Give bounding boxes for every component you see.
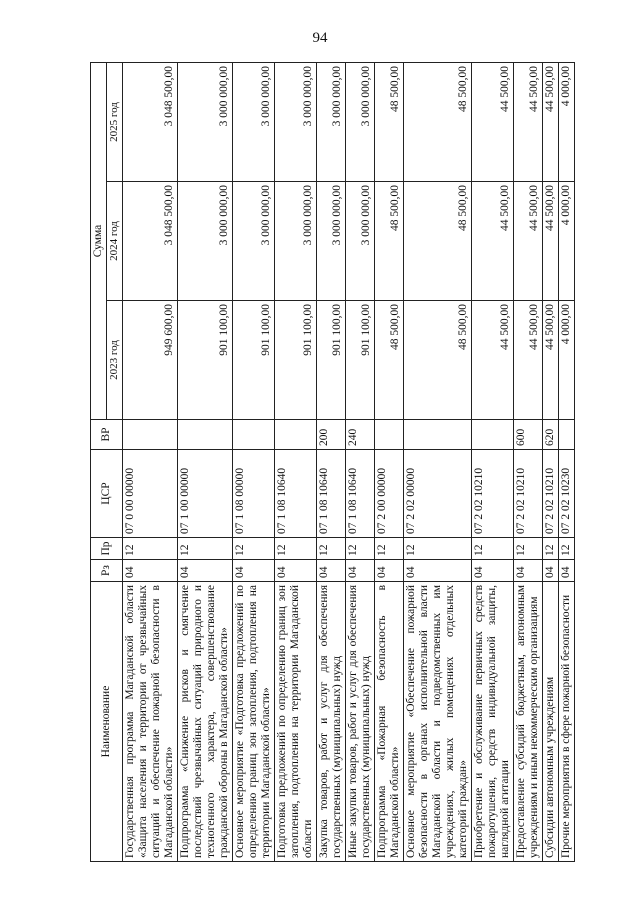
row-csr: 07 2 02 00000 — [404, 450, 472, 538]
row-2023: 901 100,00 — [275, 301, 317, 420]
row-vr: 240 — [346, 420, 375, 450]
row-rz: 04 — [123, 560, 178, 582]
row-2023: 4 000,00 — [559, 301, 575, 420]
row-csr: 07 2 02 10210 — [514, 450, 543, 538]
table-row — [514, 62, 543, 861]
row-vr — [559, 420, 575, 450]
row-2025: 48 500,00 — [375, 62, 404, 181]
row-csr: 07 0 00 00000 — [123, 450, 178, 538]
row-2024: 4 000,00 — [559, 182, 575, 301]
header-csr: ЦСР — [91, 450, 123, 538]
row-vr — [275, 420, 317, 450]
header-2024: 2024 год — [107, 182, 123, 301]
row-2025: 44 500,00 — [543, 62, 559, 181]
row-name: Субсидии автономным учреждениям — [543, 582, 559, 862]
row-2024: 44 500,00 — [514, 182, 543, 301]
row-vr — [123, 420, 178, 450]
row-2023: 44 500,00 — [514, 301, 543, 420]
row-2024: 48 500,00 — [404, 182, 472, 301]
row-2024: 3 000 000,00 — [346, 182, 375, 301]
row-csr: 07 1 00 00000 — [178, 450, 233, 538]
row-pr: 12 — [178, 538, 233, 560]
row-2024: 48 500,00 — [375, 182, 404, 301]
row-pr: 12 — [514, 538, 543, 560]
row-name: Приобретение и обслуживание первичных средств пожаротушения, средств индивидуальной защиты, наглядной агитации — [472, 582, 514, 862]
row-2024: 44 500,00 — [543, 182, 559, 301]
table-row — [559, 62, 575, 861]
row-rz: 04 — [559, 560, 575, 582]
table-row — [472, 62, 514, 861]
row-2023: 901 100,00 — [178, 301, 233, 420]
row-2023: 44 500,00 — [472, 301, 514, 420]
table-row — [404, 62, 472, 861]
row-pr: 12 — [346, 538, 375, 560]
row-vr — [233, 420, 275, 450]
row-rz: 04 — [346, 560, 375, 582]
header-vr: ВР — [91, 420, 123, 450]
row-2023: 901 100,00 — [317, 301, 346, 420]
row-csr: 07 2 02 10210 — [543, 450, 559, 538]
budget-table — [90, 62, 575, 862]
table-row — [375, 62, 404, 861]
page-number: 94 — [312, 30, 328, 46]
row-2023: 949 600,00 — [123, 301, 178, 420]
row-2025: 3 048 500,00 — [123, 62, 178, 181]
header-rz: Рз — [91, 560, 123, 582]
table-row — [543, 62, 559, 861]
row-name: Подготовка предложений по определению границ зон затопления, подтопления на территории Магаданской области — [275, 582, 317, 862]
row-csr: 07 2 02 10230 — [559, 450, 575, 538]
row-name: Иные закупки товаров, работ и услуг для обеспечения государственных (муниципальных) нужд — [346, 582, 375, 862]
row-name: Основное мероприятие «Подготовка предложений по определению границ зон затопления, подтопления на территории Магаданской области» — [233, 582, 275, 862]
row-name: Закупка товаров, работ и услуг для обеспечения государственных (муниципальных) нужд — [317, 582, 346, 862]
row-csr: 07 1 08 10640 — [317, 450, 346, 538]
table-row — [123, 62, 178, 861]
row-pr: 12 — [275, 538, 317, 560]
header-2025: 2025 год — [107, 62, 123, 181]
row-2025: 3 000 000,00 — [346, 62, 375, 181]
row-pr: 12 — [559, 538, 575, 560]
table-row — [317, 62, 346, 861]
table-row — [275, 62, 317, 861]
row-2023: 901 100,00 — [233, 301, 275, 420]
row-pr: 12 — [404, 538, 472, 560]
row-rz: 04 — [375, 560, 404, 582]
table-row — [346, 62, 375, 861]
row-csr: 07 1 08 10640 — [346, 450, 375, 538]
row-rz: 04 — [178, 560, 233, 582]
row-2025: 3 000 000,00 — [275, 62, 317, 181]
row-vr: 600 — [514, 420, 543, 450]
row-vr — [178, 420, 233, 450]
table-row — [233, 62, 275, 861]
row-rz: 04 — [275, 560, 317, 582]
header-sum: Сумма — [91, 62, 107, 419]
row-name: Основное мероприятие «Обеспечение пожарной безопасности в органах исполнительной власти Магаданской области и подведомственных им учреждениях, жилых помещениях отдельных категорий граждан» — [404, 582, 472, 862]
row-csr: 07 2 00 00000 — [375, 450, 404, 538]
row-pr: 12 — [123, 538, 178, 560]
row-vr: 200 — [317, 420, 346, 450]
row-rz: 04 — [317, 560, 346, 582]
header-name: Наименование — [91, 582, 123, 862]
row-pr: 12 — [233, 538, 275, 560]
row-vr — [375, 420, 404, 450]
row-2024: 3 000 000,00 — [317, 182, 346, 301]
row-2025: 4 000,00 — [559, 62, 575, 181]
row-vr — [404, 420, 472, 450]
row-vr — [472, 420, 514, 450]
table-row — [178, 62, 233, 861]
row-2025: 3 000 000,00 — [317, 62, 346, 181]
row-2024: 3 000 000,00 — [275, 182, 317, 301]
row-rz: 04 — [543, 560, 559, 582]
row-name: Государственная программа Магаданской области «Защита населения и территории от чрезвычайных ситуаций и обеспечение пожарной безопасности в Магаданской области» — [123, 582, 178, 862]
row-2024: 3 000 000,00 — [178, 182, 233, 301]
row-2023: 48 500,00 — [404, 301, 472, 420]
row-2024: 44 500,00 — [472, 182, 514, 301]
header-pr: Пр — [91, 538, 123, 560]
row-csr: 07 2 02 10210 — [472, 450, 514, 538]
row-rz: 04 — [233, 560, 275, 582]
row-2025: 3 000 000,00 — [178, 62, 233, 181]
row-2025: 3 000 000,00 — [233, 62, 275, 181]
row-2023: 901 100,00 — [346, 301, 375, 420]
row-csr: 07 1 08 00000 — [233, 450, 275, 538]
row-pr: 12 — [472, 538, 514, 560]
row-2024: 3 048 500,00 — [123, 182, 178, 301]
header-2023: 2023 год — [107, 301, 123, 420]
rotated-table-container — [90, 62, 590, 862]
row-pr: 12 — [543, 538, 559, 560]
row-name: Предоставление субсидий бюджетным, автономным учреждениям и иным некоммерческим организациям — [514, 582, 543, 862]
row-name: Подпрограмма «Снижение рисков и смягчение последствий чрезвычайных ситуаций природного и техногенного характера, совершенствование гражданской обороны в Магаданской области» — [178, 582, 233, 862]
row-name: Прочие мероприятия в сфере пожарной безопасности — [559, 582, 575, 862]
row-pr: 12 — [375, 538, 404, 560]
row-2025: 44 500,00 — [514, 62, 543, 181]
row-2024: 3 000 000,00 — [233, 182, 275, 301]
row-2025: 44 500,00 — [472, 62, 514, 181]
row-2023: 48 500,00 — [375, 301, 404, 420]
row-pr: 12 — [317, 538, 346, 560]
row-csr: 07 1 08 10640 — [275, 450, 317, 538]
row-rz: 04 — [404, 560, 472, 582]
row-rz: 04 — [472, 560, 514, 582]
row-2025: 48 500,00 — [404, 62, 472, 181]
row-rz: 04 — [514, 560, 543, 582]
row-vr: 620 — [543, 420, 559, 450]
row-name: Подпрограмма «Пожарная безопасность в Магаданской области» — [375, 582, 404, 862]
row-2023: 44 500,00 — [543, 301, 559, 420]
